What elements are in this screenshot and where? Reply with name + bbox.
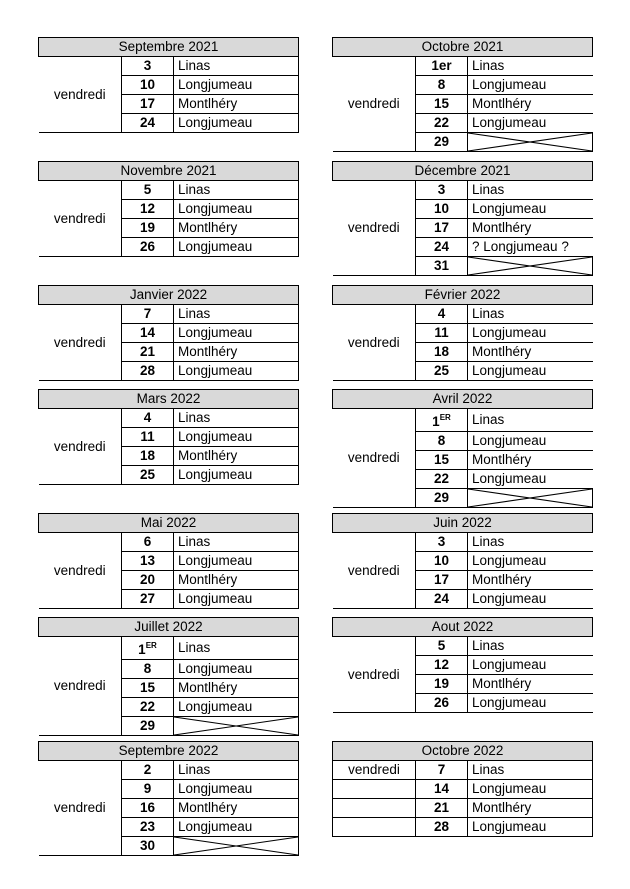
location: Longjumeau (174, 780, 299, 799)
empty-cell (333, 780, 416, 799)
location: Montlhéry (468, 799, 593, 818)
location: Longjumeau (468, 818, 593, 837)
day-label: vendredi (39, 761, 122, 856)
day-label: vendredi (333, 57, 416, 152)
date-number: 12 (416, 656, 468, 675)
date-number: 5 (122, 181, 174, 200)
location: Longjumeau (174, 114, 299, 133)
date-number: 7 (122, 305, 174, 324)
month-title: Janvier 2022 (39, 286, 299, 305)
date-number: 15 (122, 679, 174, 698)
month-title: Juin 2022 (333, 514, 593, 533)
day-label: vendredi (39, 533, 122, 609)
date-number: 22 (416, 114, 468, 133)
crossed-out-cell (468, 489, 593, 508)
location: Montlhéry (174, 571, 299, 590)
location: Montlhéry (468, 95, 593, 114)
date-number: 29 (122, 717, 174, 736)
month-table-mars-2022 (38, 389, 299, 485)
date-number: 27 (122, 590, 174, 609)
date-number: 1ER (416, 409, 468, 432)
date-number: 16 (122, 799, 174, 818)
location: Longjumeau (468, 432, 593, 451)
crossed-out-cell (468, 257, 593, 276)
location: Linas (174, 533, 299, 552)
date-number: 24 (416, 590, 468, 609)
location: Longjumeau (468, 200, 593, 219)
location: Montlhéry (174, 679, 299, 698)
month-title: Juillet 2022 (39, 618, 299, 637)
date-number: 19 (416, 675, 468, 694)
location: Longjumeau (174, 466, 299, 485)
month-table-juin-2022 (332, 513, 593, 609)
location: Montlhéry (468, 675, 593, 694)
month-title: Février 2022 (333, 286, 593, 305)
date-number: 13 (122, 552, 174, 571)
date-number: 8 (416, 432, 468, 451)
location: Linas (174, 181, 299, 200)
day-label: vendredi (333, 637, 416, 713)
day-label: vendredi (333, 305, 416, 381)
location: Longjumeau (468, 694, 593, 713)
location: Longjumeau (174, 200, 299, 219)
month-title: Septembre 2021 (39, 38, 299, 57)
date-number: 24 (122, 114, 174, 133)
month-table-fevrier-2022 (332, 285, 593, 381)
date-number: 3 (416, 181, 468, 200)
month-table-juillet-2022 (38, 617, 299, 736)
location: Longjumeau (174, 428, 299, 447)
crossed-out-cell (468, 133, 593, 152)
month-title: Aout 2022 (333, 618, 593, 637)
location: Linas (174, 57, 299, 76)
month-table-aout-2022 (332, 617, 593, 713)
location: Montlhéry (174, 447, 299, 466)
month-title: Mai 2022 (39, 514, 299, 533)
month-title: Avril 2022 (333, 390, 593, 409)
date-number: 25 (416, 362, 468, 381)
location: Longjumeau (468, 114, 593, 133)
location: Linas (174, 409, 299, 428)
location: Montlhéry (174, 95, 299, 114)
date-number: 1er (416, 57, 468, 76)
location: Linas (174, 305, 299, 324)
month-title: Mars 2022 (39, 390, 299, 409)
month-title: Octobre 2021 (333, 38, 593, 57)
location: Montlhéry (174, 343, 299, 362)
date-number: 4 (122, 409, 174, 428)
location: Longjumeau (174, 590, 299, 609)
location: Montlhéry (174, 799, 299, 818)
day-label: vendredi (333, 533, 416, 609)
location: Montlhéry (468, 343, 593, 362)
location: Linas (468, 305, 593, 324)
date-number: 17 (122, 95, 174, 114)
date-number: 21 (416, 799, 468, 818)
date-number: 2 (122, 761, 174, 780)
location: Longjumeau (468, 470, 593, 489)
date-number: 9 (122, 780, 174, 799)
location: Linas (468, 409, 593, 432)
date-number: 7 (416, 761, 468, 780)
location: Longjumeau (174, 362, 299, 381)
location: Linas (468, 57, 593, 76)
location: Longjumeau (468, 590, 593, 609)
date-number: 23 (122, 818, 174, 837)
date-number: 14 (122, 324, 174, 343)
date-number: 29 (416, 133, 468, 152)
month-table-octobre-2021 (332, 37, 593, 152)
month-table-janvier-2022 (38, 285, 299, 381)
day-label: vendredi (333, 761, 416, 780)
date-number: 22 (416, 470, 468, 489)
day-label: vendredi (39, 181, 122, 257)
location: Longjumeau (174, 660, 299, 679)
month-table-septembre-2021 (38, 37, 299, 133)
location: Longjumeau (468, 76, 593, 95)
crossed-out-cell (174, 837, 299, 856)
date-number: 6 (122, 533, 174, 552)
location: Montlhéry (174, 219, 299, 238)
date-number: 31 (416, 257, 468, 276)
month-table-decembre-2021 (332, 161, 593, 276)
location: Linas (468, 533, 593, 552)
location: Longjumeau (468, 552, 593, 571)
date-number: 30 (122, 837, 174, 856)
date-number: 10 (122, 76, 174, 95)
location: Longjumeau (468, 362, 593, 381)
location: Longjumeau (174, 818, 299, 837)
location: Linas (468, 637, 593, 656)
date-number: 19 (122, 219, 174, 238)
date-number: 20 (122, 571, 174, 590)
date-number: 15 (416, 95, 468, 114)
month-table-octobre-2022 (332, 741, 593, 837)
date-number: 14 (416, 780, 468, 799)
day-label: vendredi (39, 305, 122, 381)
crossed-out-cell (174, 717, 299, 736)
day-label: vendredi (39, 57, 122, 133)
date-number: 29 (416, 489, 468, 508)
month-table-septembre-2022 (38, 741, 299, 856)
location: Longjumeau (468, 324, 593, 343)
date-number: 24 (416, 238, 468, 257)
date-number: 12 (122, 200, 174, 219)
location: Longjumeau (468, 780, 593, 799)
date-number: 1ER (122, 637, 174, 660)
location: Montlhéry (468, 571, 593, 590)
location: Linas (174, 637, 299, 660)
date-number: 3 (122, 57, 174, 76)
date-number: 10 (416, 200, 468, 219)
month-title: Octobre 2022 (333, 742, 593, 761)
date-number: 18 (416, 343, 468, 362)
day-label: vendredi (333, 409, 416, 508)
month-table-mai-2022 (38, 513, 299, 609)
day-label: vendredi (39, 637, 122, 736)
date-number: 11 (416, 324, 468, 343)
date-number: 10 (416, 552, 468, 571)
location: Montlhéry (468, 451, 593, 470)
date-number: 11 (122, 428, 174, 447)
day-label: vendredi (333, 181, 416, 276)
date-number: 15 (416, 451, 468, 470)
location: Longjumeau (174, 76, 299, 95)
empty-cell (333, 818, 416, 837)
date-number: 21 (122, 343, 174, 362)
location: Longjumeau (468, 656, 593, 675)
empty-cell (333, 799, 416, 818)
month-table-novembre-2021 (38, 161, 299, 257)
day-label: vendredi (39, 409, 122, 485)
date-number: 17 (416, 571, 468, 590)
date-number: 22 (122, 698, 174, 717)
location: Linas (468, 761, 593, 780)
date-number: 26 (416, 694, 468, 713)
month-title: Décembre 2021 (333, 162, 593, 181)
location: Montlhéry (468, 219, 593, 238)
date-number: 26 (122, 238, 174, 257)
date-number: 18 (122, 447, 174, 466)
date-number: 3 (416, 533, 468, 552)
location: Longjumeau (174, 238, 299, 257)
month-table-avril-2022 (332, 389, 593, 508)
ordinal-suffix: ER (145, 641, 157, 650)
location: Longjumeau (174, 698, 299, 717)
location: Longjumeau (174, 552, 299, 571)
location: Linas (174, 761, 299, 780)
month-title: Novembre 2021 (39, 162, 299, 181)
date-number: 8 (416, 76, 468, 95)
date-number: 5 (416, 637, 468, 656)
month-title: Septembre 2022 (39, 742, 299, 761)
location: ? Longjumeau ? (468, 238, 593, 257)
location: Longjumeau (174, 324, 299, 343)
location: Linas (468, 181, 593, 200)
date-number: 4 (416, 305, 468, 324)
date-number: 8 (122, 660, 174, 679)
date-number: 17 (416, 219, 468, 238)
date-number: 25 (122, 466, 174, 485)
ordinal-suffix: ER (439, 413, 451, 422)
date-number: 28 (122, 362, 174, 381)
date-number: 28 (416, 818, 468, 837)
